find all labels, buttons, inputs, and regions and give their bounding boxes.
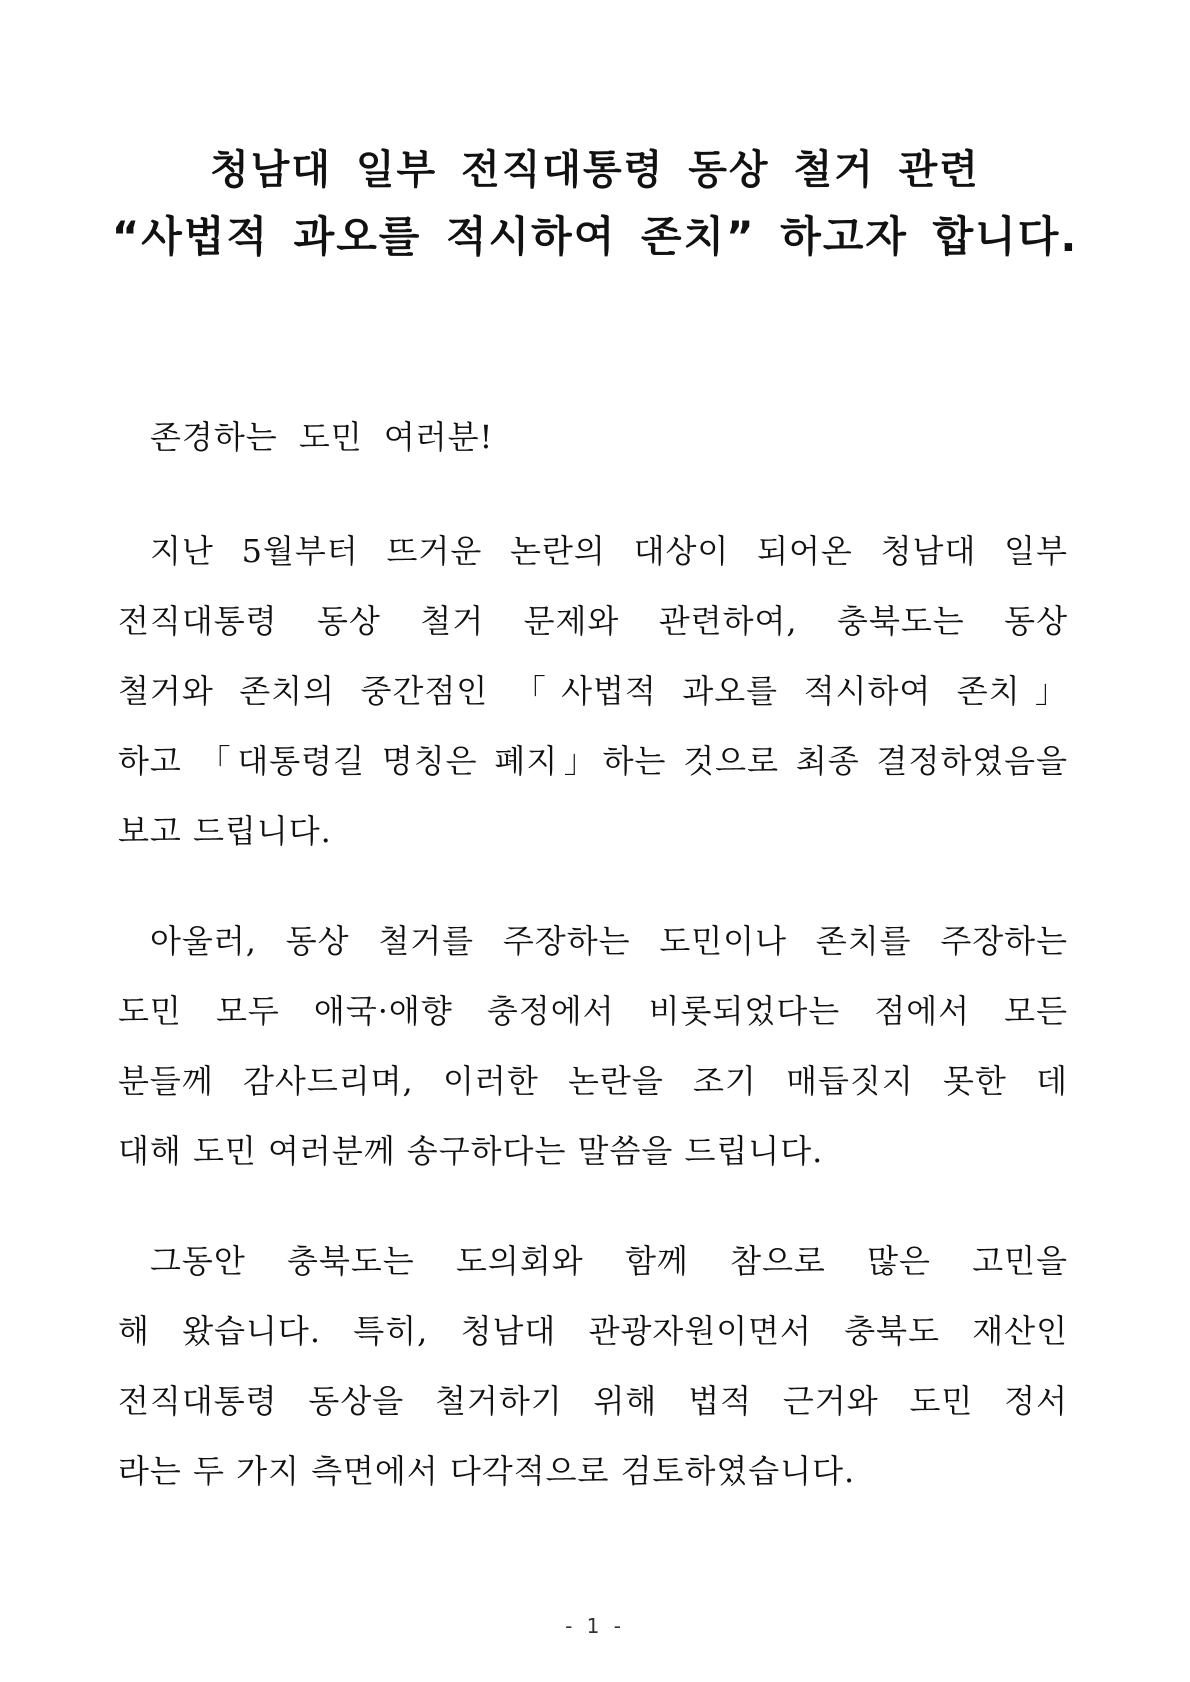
paragraph-1: [118, 516, 1068, 866]
paragraph-line: 지난 5월부터 뜨거운 논란의 대상이 되어온 청남대 일부: [150, 532, 1068, 570]
paragraph-line: 대해 도민 여러분께 송구하다는 말씀을 드립니다.: [118, 1132, 824, 1170]
paragraph-line: 하고 「대통령길 명칭은 폐지」하는 것으로 최종 결정하였음을: [118, 742, 1068, 780]
paragraph-line: 도민 모두 애국·애향 충정에서 비롯되었다는 점에서 모든: [118, 992, 1068, 1030]
page-number: - 1 -: [565, 1614, 625, 1638]
paragraph-line: 아울러, 동상 철거를 주장하는 도민이나 존치를 주장하는: [150, 922, 1068, 960]
paragraph-3: [118, 1226, 1068, 1506]
paragraph-line: 철거와 존치의 중간점인 「사법적 과오를 적시하여 존치」: [118, 672, 1068, 710]
paragraph-line: 전직대통령 동상 철거 문제와 관련하여, 충북도는 동상: [118, 602, 1068, 640]
paragraph-line: 그동안 충북도는 도의회와 함께 참으로 많은 고민을: [150, 1242, 1068, 1280]
document-title-line-2: “사법적 과오를 적시하여 존치” 하고자 합니다.: [111, 212, 1079, 261]
paragraph-2: [118, 906, 1068, 1186]
paragraph-line: 보고 드립니다.: [118, 812, 332, 850]
greeting: 존경하는 도민 여러분!: [150, 418, 494, 456]
paragraph-line: 전직대통령 동상을 철거하기 위해 법적 근거와 도민 정서: [118, 1382, 1068, 1420]
paragraph-line: 분들께 감사드리며, 이러한 논란을 조기 매듭짓지 못한 데: [118, 1062, 1068, 1100]
paragraph-line: 해 왔습니다. 특히, 청남대 관광자원이면서 충북도 재산인: [118, 1312, 1068, 1350]
document-title-line-1: 청남대 일부 전직대통령 동상 철거 관련: [210, 147, 980, 193]
paragraph-line: 라는 두 가지 측면에서 다각적으로 검토하였습니다.: [118, 1452, 856, 1490]
